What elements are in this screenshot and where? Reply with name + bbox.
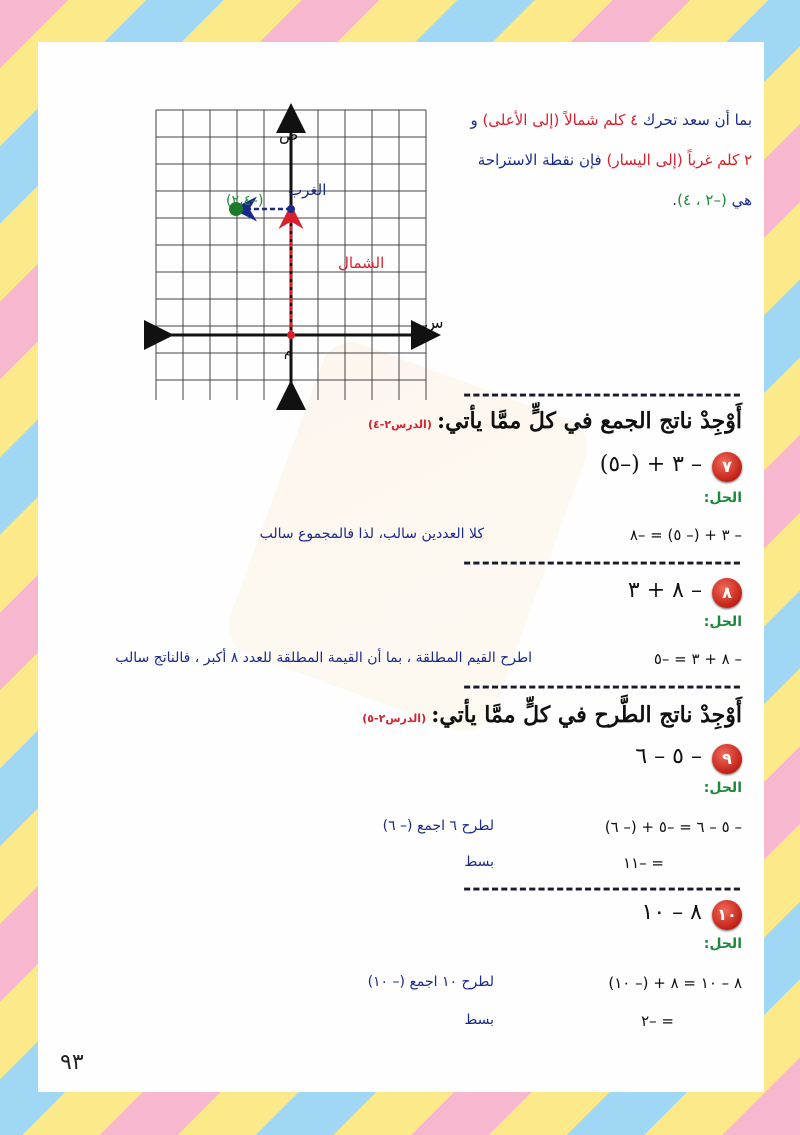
- problem-9-expression: – ٥ – ٦: [635, 744, 702, 769]
- problem-9-note-1: لطرح ٦ اجمع (– ٦): [382, 818, 494, 834]
- problem-10-expression: ٨ – ١٠: [641, 900, 702, 925]
- problem-9-badge: ٩: [712, 744, 742, 774]
- problem-10-badge: ١٠: [712, 900, 742, 930]
- y-axis-label: ص: [279, 125, 299, 144]
- problem-9-step-2: = –١١: [623, 854, 664, 872]
- problem-10-solution-label: الحل:: [703, 936, 742, 952]
- x-axis-label: س: [424, 313, 444, 332]
- divider: ------------------------------: [462, 876, 742, 900]
- west-label: الغرب: [288, 181, 327, 199]
- problem-7-expression: – ٣ + (–٥): [599, 452, 702, 477]
- problem-10-step-1: ٨ – ١٠ = ٨ + (– ١٠): [608, 974, 742, 992]
- intro-line-3: هي (–٢ ، ٤).: [672, 191, 752, 209]
- addition-heading: أَوْجِدْ ناتج الجمع في كلٍّ ممَّا يأتي:: [436, 408, 742, 434]
- subtraction-lesson-ref: (الدرس٢-٥): [362, 712, 427, 725]
- north-label: الشمال: [338, 254, 385, 272]
- addition-heading-row: [368, 408, 742, 434]
- problem-7-note-1: كلا العددين سالب، لذا فالمجموع سالب: [259, 526, 484, 542]
- problem-7-solution-label: الحل:: [703, 490, 742, 506]
- problem-8-note-1: اطرح القيم المطلقة ، بما أن القيمة المطلقة للعدد ٨ أكبر ، فالناتج سالب: [115, 650, 532, 666]
- problem-10-step-2: = –٢: [641, 1012, 674, 1030]
- divider: ------------------------------: [462, 674, 742, 698]
- subtraction-heading: أَوْجِدْ ناتج الطَّرح في كلٍّ ممَّا يأتي:: [431, 702, 742, 728]
- point-label: (–٢،٤): [226, 193, 264, 209]
- problem-9-note-2: بسط: [464, 854, 494, 870]
- divider: ------------------------------: [462, 382, 742, 406]
- problem-8-badge: ٨: [712, 578, 742, 608]
- intro-paragraph: [432, 100, 752, 220]
- worksheet-page: [38, 42, 764, 1092]
- problem-8-expression: – ٨ + ٣: [627, 578, 702, 603]
- problem-9-step-1: – ٥ – ٦ = –٥ + (– ٦): [604, 818, 742, 836]
- problem-7-step-1: – ٣ + (– ٥) = –٨: [629, 526, 742, 544]
- problem-9-solution-label: الحل:: [703, 780, 742, 796]
- origin-label: م: [284, 345, 293, 360]
- problem-10-note-2: بسط: [464, 1012, 494, 1028]
- intro-line-1: بما أن سعد تحرك ٤ كلم شمالاً (إلى الأعلى) و: [470, 111, 752, 129]
- problem-8-step-1: – ٨ + ٣ = –٥: [653, 650, 742, 668]
- addition-lesson-ref: (الدرس٢-٤): [368, 418, 432, 431]
- problem-8-solution-label: الحل:: [703, 614, 742, 630]
- page-number: ٩٣: [60, 1050, 84, 1075]
- problem-7-badge: ٧: [712, 452, 742, 482]
- intro-line-2: ٢ كلم غرباً (إلى اليسار) فإن نقطة الاستراحة: [477, 151, 752, 169]
- problem-10-note-1: لطرح ١٠ اجمع (– ١٠): [367, 974, 494, 990]
- divider: ------------------------------: [462, 550, 742, 574]
- subtraction-heading-row: [362, 702, 742, 728]
- coordinate-graph: [156, 110, 444, 400]
